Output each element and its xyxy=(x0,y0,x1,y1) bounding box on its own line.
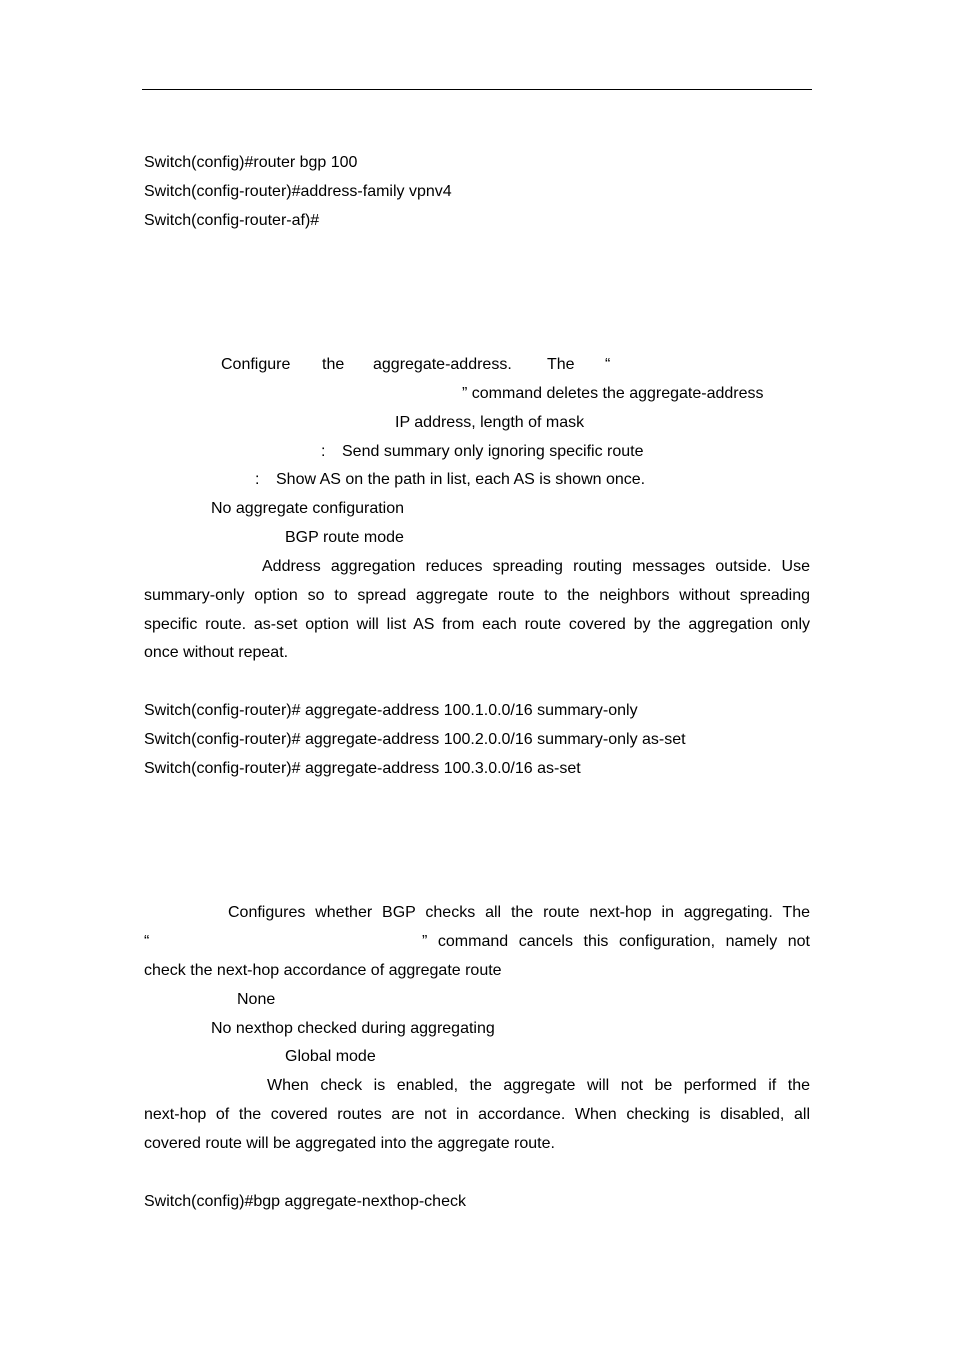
function-word: The xyxy=(547,356,575,373)
function-word: the xyxy=(322,356,345,373)
guide-line: next-hop of the covered routes are not in accordance. When checking is disabled, all xyxy=(144,1106,810,1123)
guide-line: covered route will be aggregated into the aggregate route. xyxy=(144,1135,555,1152)
guide-line: Address aggregation reduces spreading routing messages outside. Use xyxy=(262,558,810,575)
parameter-colon: : xyxy=(255,471,260,488)
example-line: Switch(config)#bgp aggregate-nexthop-check xyxy=(144,1193,466,1210)
function-word: “ xyxy=(605,356,611,373)
parameter-text: None xyxy=(237,991,276,1008)
default-text: No aggregate configuration xyxy=(211,500,405,517)
function-tail: ” command deletes the aggregate-address xyxy=(462,385,764,402)
example-line: Switch(config-router)# aggregate-address 100.3.0.0/16 as-set xyxy=(144,760,581,777)
guide-line: summary-only option so to spread aggregate route to the neighbors without spreading xyxy=(144,587,810,604)
example-line: Switch(config-router)#address-family vpnv4 xyxy=(144,183,452,200)
function-line: Configures whether BGP checks all the route next-hop in aggregating. The xyxy=(228,904,810,921)
function-line: ” command cancels this configuration, namely not xyxy=(422,933,810,950)
guide-line: specific route. as-set option will list AS from each route covered by the aggregation only xyxy=(144,616,810,633)
parameter-text: Show AS on the path in list, each AS is shown once. xyxy=(276,471,646,488)
example-line: Switch(config)#router bgp 100 xyxy=(144,154,358,171)
guide-line: once without repeat. xyxy=(144,644,289,661)
function-line: check the next-hop accordance of aggregate route xyxy=(144,962,502,979)
example-line: Switch(config-router-af)# xyxy=(144,212,320,229)
mode-text: BGP route mode xyxy=(285,529,404,546)
default-text: No nexthop checked during aggregating xyxy=(211,1020,495,1037)
example-line: Switch(config-router)# aggregate-address 100.2.0.0/16 summary-only as-set xyxy=(144,731,686,748)
guide-line: When check is enabled, the aggregate will not be performed if the xyxy=(267,1077,810,1094)
function-word: Configure xyxy=(221,356,291,373)
parameter-text: IP address, length of mask xyxy=(395,414,585,431)
parameter-text: Send summary only ignoring specific route xyxy=(342,443,644,460)
mode-text: Global mode xyxy=(285,1048,376,1065)
example-line: Switch(config-router)# aggregate-address 100.1.0.0/16 summary-only xyxy=(144,702,638,719)
parameter-colon: : xyxy=(321,443,326,460)
function-quote: “ xyxy=(144,933,150,950)
function-word: aggregate-address. xyxy=(373,356,512,373)
header-rule xyxy=(142,89,812,90)
